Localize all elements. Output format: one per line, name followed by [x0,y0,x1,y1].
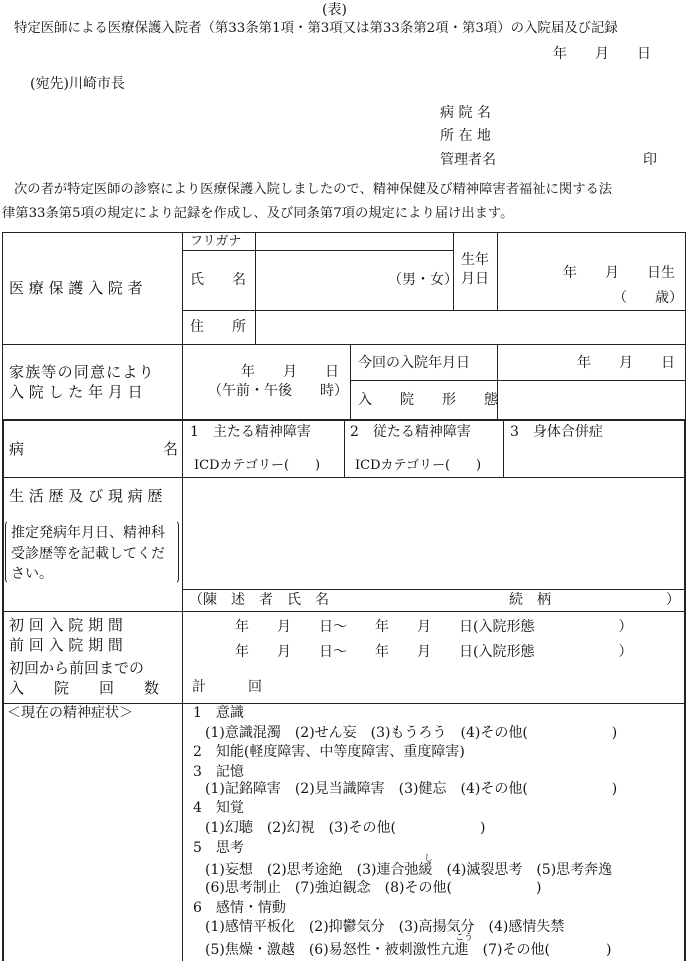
symptoms-label: ＜現在の精神症状＞ [7,705,133,721]
patient-name-label: 氏 名 [190,272,246,288]
birth-label-2: 月日 [461,271,489,287]
symptom-line: 1 意識 [193,705,244,721]
symptom-line: (1)感情平板化 (2)抑鬱気分 (3)高揚気分 (4)感情失禁 [205,919,565,935]
ruby-chi: し [424,854,434,864]
consent-date-field[interactable]: 年 月 日 [241,364,339,380]
hospital-name-label: 病 院 名 [440,105,491,121]
symptom-line: (1)幻聴 (2)幻視 (3)その他( ) [205,820,486,836]
prev-admission-period[interactable]: 年 月 日～ 年 月 日(入院形態 ） [235,644,633,660]
admission-count-field[interactable]: 計 回 [192,679,262,695]
secondary-disorder-label: 2 従たる精神障害 [350,424,471,440]
furigana-label: フリガナ [190,234,242,249]
consent-time-field[interactable]: （午前・午後 時） [208,383,348,399]
relation-label: 続 柄 [509,592,551,608]
prev-admission-label: 前 回 入 院 期 間 [9,636,123,654]
symptom-line: (6)思考制止 (7)強迫観念 (8)その他( ) [205,880,542,896]
icd-category-primary[interactable]: ICDカテゴリー( ) [194,458,321,473]
first-admission-label: 初 回 入 院 期 間 [9,616,123,634]
current-admission-date[interactable]: 年 月 日 [577,355,675,371]
birth-date-field[interactable]: 年 月 日生 [563,265,675,281]
current-admission-label: 今回の入院年月日 [358,355,470,371]
symptom-line: 2 知能(軽度障害、中等度障害、重度障害) [193,744,465,760]
consent-label-line-2: 入 院 し た 年 月 日 [9,383,143,401]
seal-mark: 印 [643,152,657,168]
furigana-field[interactable] [258,234,450,248]
icd-category-secondary[interactable]: ICDカテゴリー( ) [355,458,482,473]
admission-count-label-1: 初回から前回までの [9,659,145,677]
physical-complication-label: 3 身体合併症 [510,424,603,440]
patient-section-label: 医 療 保 護 入 院 者 [9,279,143,297]
table-marker: (表) [322,2,347,18]
first-admission-period[interactable]: 年 月 日～ 年 月 日(入院形態 ） [235,619,633,635]
admission-count-label-2: 入 院 回 数 [9,679,160,697]
header-date: 年 月 日 [553,46,651,62]
ruby-kou: こう [455,933,474,943]
hospital-address-label: 所 在 地 [440,128,491,144]
patient-address-label: 住 所 [190,319,246,335]
hospital-admin-label: 管理者名 [440,152,496,168]
consent-label-line-1: 家族等の同意により [9,363,155,381]
patient-address-field[interactable] [258,314,682,340]
intro-line-1: 次の者が特定医師の診察により医療保護入院しましたので、精神保健及び精神障害者福祉に関する法 [14,182,613,197]
form-title: 特定医師による医療保護入院者（第33条第1項・第3項又は第33条第2項・第3項）の入院届及び記録 [14,21,618,36]
history-note-line-3: さい。 [11,566,53,582]
patient-name-field[interactable] [258,255,386,305]
symptom-line: (1)記銘障害 (2)見当識障害 (3)健忘 (4)その他( ) [205,781,618,797]
age-field[interactable]: （ 歳） [613,290,683,306]
disease-label-left: 病 [9,440,25,458]
symptom-line: (1)妄想 (2)思考途絶 (3)連合弛緩 (4)滅裂思考 (5)思考奔逸 [205,862,613,878]
sex-option[interactable]: （男・女） [388,272,458,288]
narrator-name-label: （陳 述 者 氏 名 [189,592,329,608]
disease-label-right: 名 [163,440,179,458]
history-note-line-1: 推定発病年月日、精神科 [11,525,165,541]
intro-line-2: 律第33条第5項の規定により記録を作成し、及び同条第7項の規定により届け出ます。 [2,206,514,221]
addressee: (宛先)川崎市長 [30,76,125,92]
symptom-line: 3 記憶 [193,764,244,780]
birth-label-1: 生年 [461,252,489,268]
admission-form-label: 入 院 形 態 [358,392,498,408]
symptom-line: 5 思考 [193,840,244,856]
symptom-line: (1)意識混濁 (2)せん妄 (3)もうろう (4)その他( ) [205,725,618,741]
symptom-line: (5)焦燥・激越 (6)易怒性・被刺激性亢進 (7)その他( ) [205,942,612,958]
symptom-line: 6 感情・情動 [193,900,286,916]
primary-disorder-label: 1 主たる精神障害 [190,424,311,440]
admission-form-field[interactable] [500,383,680,416]
history-text-area[interactable] [186,482,681,584]
narrator-close-paren: ） [666,592,680,608]
history-note-line-2: 受診歴等を記載してくだ [11,546,165,562]
history-label: 生 活 歴 及 び 現 病 歴 [9,487,163,505]
symptom-line: 4 知覚 [193,800,244,816]
